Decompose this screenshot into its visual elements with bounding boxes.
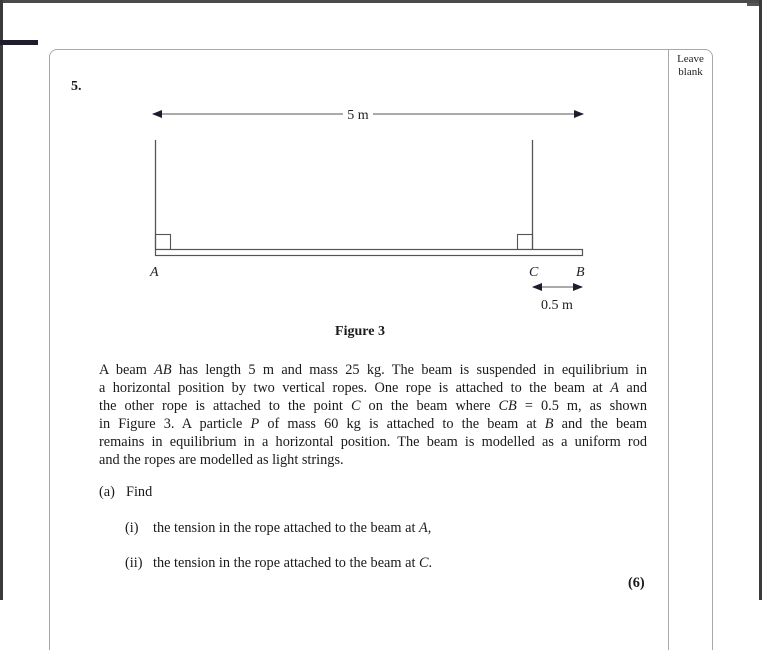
subpart-text: the tension in the rope attached to the beam at [153,520,419,536]
question-number: 5. [71,79,82,94]
marks-label: (6) [628,575,645,591]
length-label: 5 m [347,108,369,123]
right-angle-mark-a [156,235,171,250]
paragraph-line: in Figure 3. A particle P of mass 60 kg is attached to the beam at B and the beam [99,416,647,432]
paragraph-line: A beam AB has length 5 m and mass 25 kg. The beam is suspended in equilibrium in [99,362,647,378]
paragraph-line: a horizontal position by two vertical ropes. One rope is attached to the beam at A and [99,380,648,396]
paragraph-line: remains in equilibrium in a horizontal position. The beam is modelled as a uniform rod [99,434,647,450]
part-a-label: (a) [99,484,115,500]
right-angle-mark-c [518,235,533,250]
subpart-point: A [419,520,428,536]
subpart-point: C [419,555,429,571]
leave-blank-line1: Leave [677,53,704,65]
beam [156,250,583,256]
subpart-end: . [428,555,433,571]
paragraph-line: the other rope is attached to the point C on the beam where CB = 0.5 m, as shown [99,398,647,414]
point-label-c: C [529,265,539,280]
point-label-a: A [150,265,159,280]
leave-blank-line2: blank [678,66,703,78]
subpart-ii [125,555,432,572]
figure-caption: Figure 3 [335,324,385,339]
part-a [99,484,152,501]
subpart-i [125,520,431,537]
offset-label: 0.5 m [541,298,573,313]
subpart-label: (ii) [125,555,143,571]
paragraph-line: and the ropes are modelled as light strings. [99,452,344,468]
subpart-end: , [427,520,432,536]
point-label-b: B [576,265,585,280]
figure-3-diagram [0,0,762,320]
question-paragraph [99,361,647,469]
part-a-text: Find [126,484,153,500]
subpart-label: (i) [125,520,139,536]
subpart-text: the tension in the rope attached to the beam at [153,555,419,571]
